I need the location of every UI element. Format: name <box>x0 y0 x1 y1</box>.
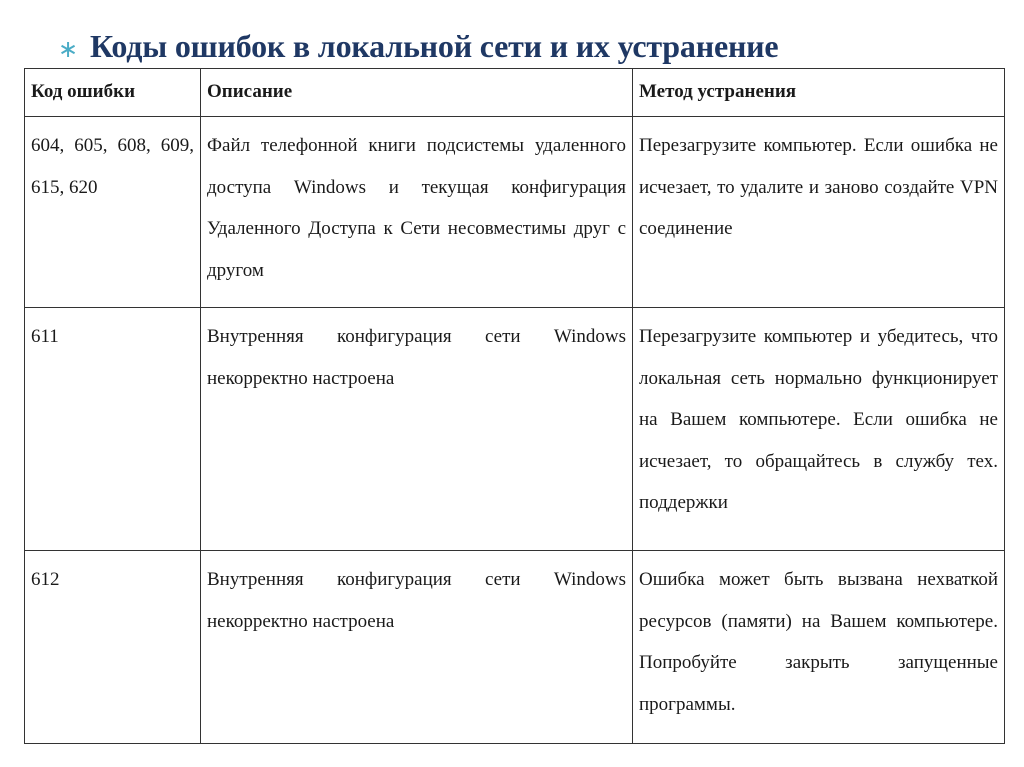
table-header-row <box>25 69 1005 117</box>
table-row <box>25 308 1005 551</box>
cell-fix: Перезагрузите компьютер. Если ошибка не исчезает, то удалите и заново создайте VPN соединение <box>633 117 1005 308</box>
cell-description: Внутренняя конфигурация сети Windows некорректно настроена <box>201 551 633 744</box>
table-row <box>25 551 1005 744</box>
bullet-asterisk-icon: ∗ <box>58 35 79 63</box>
cell-code: 611 <box>25 308 201 551</box>
header-code: Код ошибки <box>25 69 201 117</box>
error-codes-table <box>24 68 1005 744</box>
cell-code: 604, 605, 608, 609, 615, 620 <box>25 117 201 308</box>
cell-fix: Перезагрузите компьютер и убедитесь, что локальная сеть нормально функционирует на Вашем компьютере. Если ошибка не исчезает, то обращайтесь в службу тех. поддержки <box>633 308 1005 551</box>
table-row <box>25 117 1005 308</box>
cell-fix: Ошибка может быть вызвана нехваткой ресурсов (памяти) на Вашем компьютере. Попробуйте закрыть запущенные программы. <box>633 551 1005 744</box>
cell-description: Внутренняя конфигурация сети Windows некорректно настроена <box>201 308 633 551</box>
slide-title: Коды ошибок в локальной сети и их устранение <box>90 27 779 64</box>
title-row <box>58 22 778 70</box>
cell-description: Файл телефонной книги подсистемы удаленного доступа Windows и текущая конфигурация Удаленного Доступа к Сети несовместимы друг с другом <box>201 117 633 308</box>
header-fix: Метод устранения <box>633 69 1005 117</box>
header-description: Описание <box>201 69 633 117</box>
cell-code: 612 <box>25 551 201 744</box>
